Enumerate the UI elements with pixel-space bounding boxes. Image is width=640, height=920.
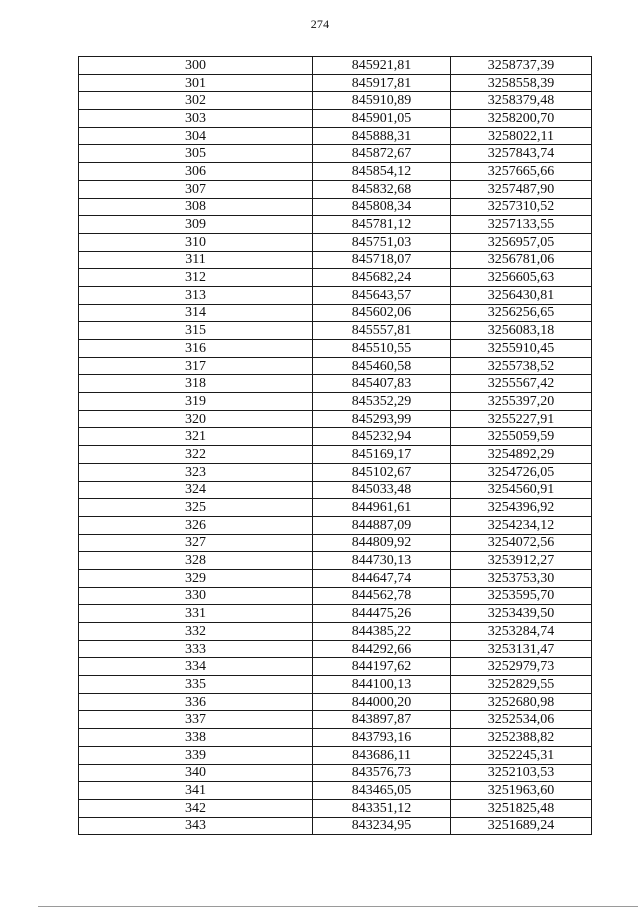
y-coordinate-cell: 3253284,74 — [451, 623, 592, 641]
x-coordinate-cell: 843686,11 — [313, 746, 451, 764]
point-number-cell: 319 — [79, 393, 313, 411]
point-number-cell: 332 — [79, 623, 313, 641]
y-coordinate-cell: 3255738,52 — [451, 357, 592, 375]
y-coordinate-cell: 3257310,52 — [451, 198, 592, 216]
point-number-cell: 320 — [79, 410, 313, 428]
table-row — [79, 658, 592, 676]
table-row — [79, 799, 592, 817]
point-number-cell: 331 — [79, 605, 313, 623]
page-number: 274 — [310, 17, 330, 31]
y-coordinate-cell: 3255397,20 — [451, 393, 592, 411]
table-row — [79, 393, 592, 411]
y-coordinate-cell: 3254396,92 — [451, 499, 592, 517]
point-number-cell: 308 — [79, 198, 313, 216]
table-row — [79, 92, 592, 110]
point-number-cell: 333 — [79, 640, 313, 658]
point-number-cell: 312 — [79, 269, 313, 287]
y-coordinate-cell: 3253439,50 — [451, 605, 592, 623]
y-coordinate-cell: 3257133,55 — [451, 216, 592, 234]
point-number-cell: 314 — [79, 304, 313, 322]
coordinates-table-body — [79, 57, 592, 835]
y-coordinate-cell: 3254560,91 — [451, 481, 592, 499]
table-row — [79, 481, 592, 499]
x-coordinate-cell: 845293,99 — [313, 410, 451, 428]
x-coordinate-cell: 845643,57 — [313, 286, 451, 304]
point-number-cell: 321 — [79, 428, 313, 446]
x-coordinate-cell: 845169,17 — [313, 446, 451, 464]
y-coordinate-cell: 3256083,18 — [451, 322, 592, 340]
x-coordinate-cell: 844292,66 — [313, 640, 451, 658]
table-row — [79, 198, 592, 216]
x-coordinate-cell: 845510,55 — [313, 340, 451, 358]
y-coordinate-cell: 3254234,12 — [451, 516, 592, 534]
point-number-cell: 316 — [79, 340, 313, 358]
y-coordinate-cell: 3255059,59 — [451, 428, 592, 446]
point-number-cell: 302 — [79, 92, 313, 110]
table-row — [79, 623, 592, 641]
point-number-cell: 329 — [79, 569, 313, 587]
table-row — [79, 269, 592, 287]
y-coordinate-cell: 3251689,24 — [451, 817, 592, 835]
y-coordinate-cell: 3258379,48 — [451, 92, 592, 110]
table-row — [79, 534, 592, 552]
x-coordinate-cell: 843465,05 — [313, 782, 451, 800]
y-coordinate-cell: 3254892,29 — [451, 446, 592, 464]
y-coordinate-cell: 3257487,90 — [451, 180, 592, 198]
y-coordinate-cell: 3252979,73 — [451, 658, 592, 676]
y-coordinate-cell: 3252680,98 — [451, 693, 592, 711]
point-number-cell: 310 — [79, 233, 313, 251]
y-coordinate-cell: 3251963,60 — [451, 782, 592, 800]
y-coordinate-cell: 3252388,82 — [451, 729, 592, 747]
x-coordinate-cell: 844887,09 — [313, 516, 451, 534]
table-row — [79, 216, 592, 234]
table-row — [79, 446, 592, 464]
table-row — [79, 729, 592, 747]
point-number-cell: 318 — [79, 375, 313, 393]
table-row — [79, 74, 592, 92]
point-number-cell: 343 — [79, 817, 313, 835]
table-row — [79, 428, 592, 446]
point-number-cell: 325 — [79, 499, 313, 517]
table-row — [79, 605, 592, 623]
y-coordinate-cell: 3258022,11 — [451, 127, 592, 145]
point-number-cell: 305 — [79, 145, 313, 163]
table-row — [79, 817, 592, 835]
x-coordinate-cell: 844562,78 — [313, 587, 451, 605]
page-bottom-divider — [38, 906, 638, 907]
point-number-cell: 326 — [79, 516, 313, 534]
point-number-cell: 327 — [79, 534, 313, 552]
x-coordinate-cell: 845781,12 — [313, 216, 451, 234]
point-number-cell: 340 — [79, 764, 313, 782]
table-row — [79, 676, 592, 694]
y-coordinate-cell: 3254072,56 — [451, 534, 592, 552]
table-row — [79, 375, 592, 393]
x-coordinate-cell: 844730,13 — [313, 552, 451, 570]
point-number-cell: 301 — [79, 74, 313, 92]
point-number-cell: 313 — [79, 286, 313, 304]
table-row — [79, 410, 592, 428]
table-row — [79, 251, 592, 269]
table-row — [79, 764, 592, 782]
table-row — [79, 782, 592, 800]
x-coordinate-cell: 845808,34 — [313, 198, 451, 216]
y-coordinate-cell: 3258737,39 — [451, 57, 592, 75]
table-row — [79, 357, 592, 375]
y-coordinate-cell: 3256605,63 — [451, 269, 592, 287]
table-row — [79, 110, 592, 128]
x-coordinate-cell: 845718,07 — [313, 251, 451, 269]
x-coordinate-cell: 844647,74 — [313, 569, 451, 587]
table-row — [79, 304, 592, 322]
x-coordinate-cell: 843576,73 — [313, 764, 451, 782]
point-number-cell: 342 — [79, 799, 313, 817]
x-coordinate-cell: 844100,13 — [313, 676, 451, 694]
point-number-cell: 339 — [79, 746, 313, 764]
x-coordinate-cell: 844385,22 — [313, 623, 451, 641]
y-coordinate-cell: 3252534,06 — [451, 711, 592, 729]
table-row — [79, 163, 592, 181]
point-number-cell: 337 — [79, 711, 313, 729]
point-number-cell: 335 — [79, 676, 313, 694]
y-coordinate-cell: 3254726,05 — [451, 463, 592, 481]
x-coordinate-cell: 845033,48 — [313, 481, 451, 499]
y-coordinate-cell: 3256957,05 — [451, 233, 592, 251]
y-coordinate-cell: 3253912,27 — [451, 552, 592, 570]
y-coordinate-cell: 3253753,30 — [451, 569, 592, 587]
x-coordinate-cell: 843897,87 — [313, 711, 451, 729]
point-number-cell: 323 — [79, 463, 313, 481]
x-coordinate-cell: 843234,95 — [313, 817, 451, 835]
y-coordinate-cell: 3256256,65 — [451, 304, 592, 322]
table-row — [79, 569, 592, 587]
point-number-cell: 338 — [79, 729, 313, 747]
y-coordinate-cell: 3252245,31 — [451, 746, 592, 764]
point-number-cell: 304 — [79, 127, 313, 145]
x-coordinate-cell: 845888,31 — [313, 127, 451, 145]
x-coordinate-cell: 845910,89 — [313, 92, 451, 110]
x-coordinate-cell: 843351,12 — [313, 799, 451, 817]
table-row — [79, 233, 592, 251]
coordinates-table — [78, 56, 592, 835]
y-coordinate-cell: 3255910,45 — [451, 340, 592, 358]
point-number-cell: 306 — [79, 163, 313, 181]
y-coordinate-cell: 3252103,53 — [451, 764, 592, 782]
x-coordinate-cell: 845751,03 — [313, 233, 451, 251]
point-number-cell: 303 — [79, 110, 313, 128]
point-number-cell: 315 — [79, 322, 313, 340]
point-number-cell: 341 — [79, 782, 313, 800]
point-number-cell: 336 — [79, 693, 313, 711]
x-coordinate-cell: 845232,94 — [313, 428, 451, 446]
table-row — [79, 552, 592, 570]
point-number-cell: 311 — [79, 251, 313, 269]
x-coordinate-cell: 845460,58 — [313, 357, 451, 375]
x-coordinate-cell: 845682,24 — [313, 269, 451, 287]
table-row — [79, 127, 592, 145]
y-coordinate-cell: 3257843,74 — [451, 145, 592, 163]
x-coordinate-cell: 844197,62 — [313, 658, 451, 676]
x-coordinate-cell: 844961,61 — [313, 499, 451, 517]
x-coordinate-cell: 845407,83 — [313, 375, 451, 393]
table-row — [79, 499, 592, 517]
point-number-cell: 328 — [79, 552, 313, 570]
y-coordinate-cell: 3255567,42 — [451, 375, 592, 393]
x-coordinate-cell: 845872,67 — [313, 145, 451, 163]
point-number-cell: 317 — [79, 357, 313, 375]
y-coordinate-cell: 3258200,70 — [451, 110, 592, 128]
point-number-cell: 309 — [79, 216, 313, 234]
table-row — [79, 516, 592, 534]
y-coordinate-cell: 3256781,06 — [451, 251, 592, 269]
table-row — [79, 340, 592, 358]
table-row — [79, 463, 592, 481]
x-coordinate-cell: 844475,26 — [313, 605, 451, 623]
table-row — [79, 746, 592, 764]
point-number-cell: 334 — [79, 658, 313, 676]
point-number-cell: 322 — [79, 446, 313, 464]
point-number-cell: 324 — [79, 481, 313, 499]
x-coordinate-cell: 845854,12 — [313, 163, 451, 181]
table-row — [79, 145, 592, 163]
table-row — [79, 693, 592, 711]
x-coordinate-cell: 845832,68 — [313, 180, 451, 198]
y-coordinate-cell: 3256430,81 — [451, 286, 592, 304]
x-coordinate-cell: 845901,05 — [313, 110, 451, 128]
table-row — [79, 640, 592, 658]
x-coordinate-cell: 845557,81 — [313, 322, 451, 340]
table-row — [79, 57, 592, 75]
point-number-cell: 330 — [79, 587, 313, 605]
y-coordinate-cell: 3258558,39 — [451, 74, 592, 92]
y-coordinate-cell: 3252829,55 — [451, 676, 592, 694]
x-coordinate-cell: 845917,81 — [313, 74, 451, 92]
x-coordinate-cell: 845102,67 — [313, 463, 451, 481]
x-coordinate-cell: 845352,29 — [313, 393, 451, 411]
y-coordinate-cell: 3253595,70 — [451, 587, 592, 605]
x-coordinate-cell: 845921,81 — [313, 57, 451, 75]
point-number-cell: 300 — [79, 57, 313, 75]
table-row — [79, 322, 592, 340]
table-row — [79, 711, 592, 729]
table-row — [79, 180, 592, 198]
point-number-cell: 307 — [79, 180, 313, 198]
y-coordinate-cell: 3253131,47 — [451, 640, 592, 658]
x-coordinate-cell: 845602,06 — [313, 304, 451, 322]
x-coordinate-cell: 844809,92 — [313, 534, 451, 552]
table-row — [79, 286, 592, 304]
x-coordinate-cell: 843793,16 — [313, 729, 451, 747]
y-coordinate-cell: 3255227,91 — [451, 410, 592, 428]
x-coordinate-cell: 844000,20 — [313, 693, 451, 711]
table-row — [79, 587, 592, 605]
y-coordinate-cell: 3251825,48 — [451, 799, 592, 817]
y-coordinate-cell: 3257665,66 — [451, 163, 592, 181]
